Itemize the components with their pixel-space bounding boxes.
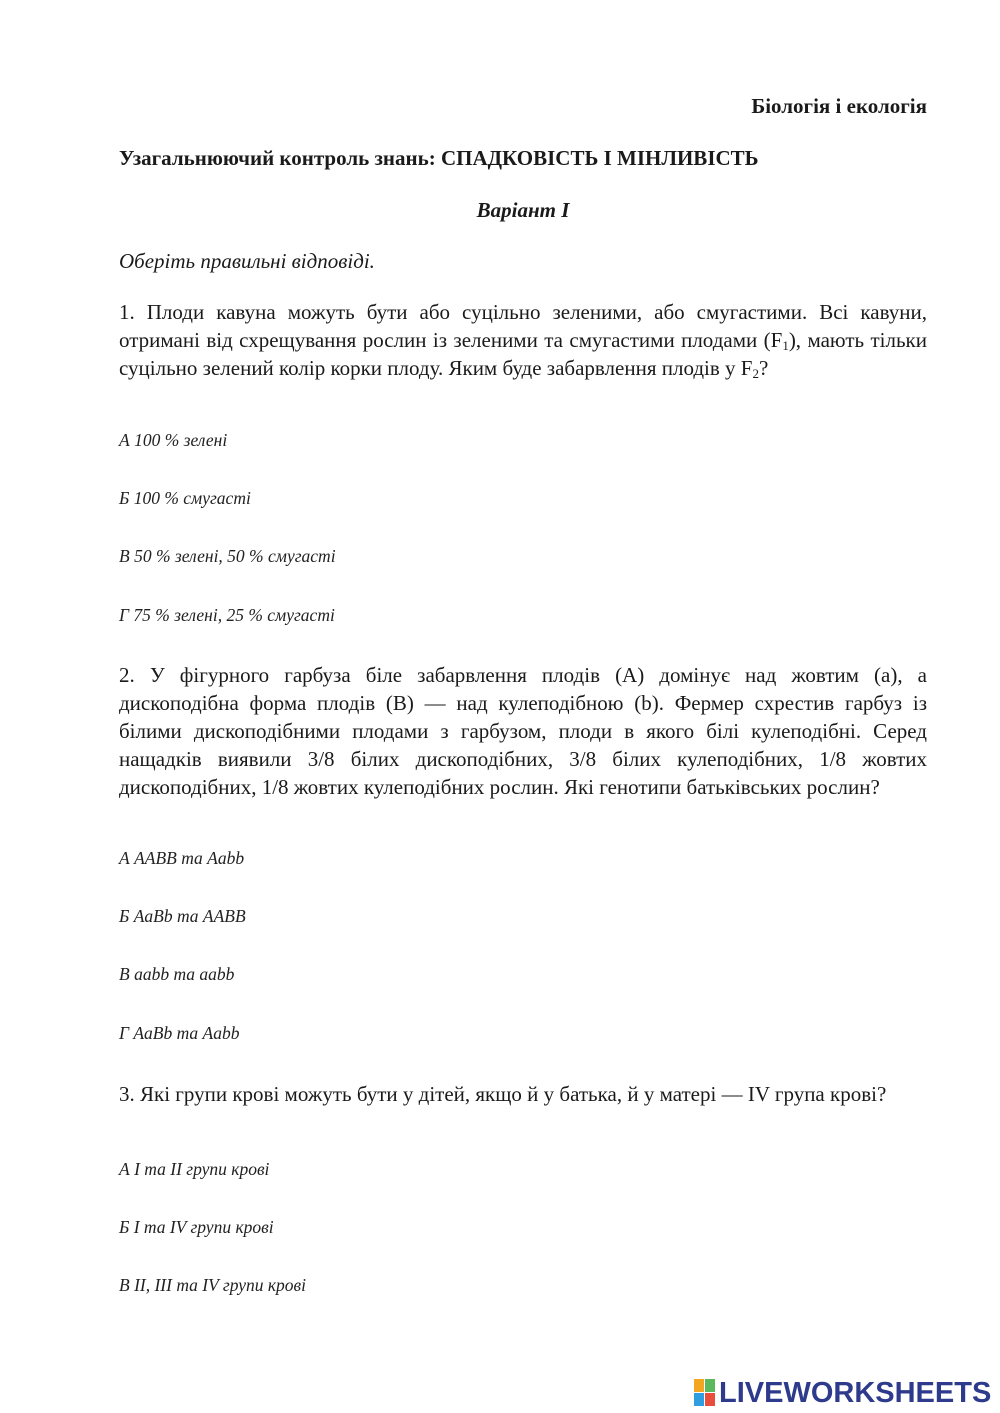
subject-heading: Біологія і екологія	[751, 94, 927, 118]
q2-option-d[interactable]: Г AaBb та Aabb	[119, 1023, 240, 1043]
q1-option-a[interactable]: А 100 % зелені	[119, 430, 228, 450]
question-1: 1. Плоди кавуна можуть бути або суцільно зеленими, або смугастими. Всі кавуни, отримані від схрещування рослин із зеленими та смугастими плодами $(F_1)$, мають тільки суцільно зелений колір корки плоду. Яким буде забарвлення плодів у $F_2$?	[119, 300, 927, 381]
logo-text: LIVEWORKSHEETS	[719, 1376, 992, 1409]
q1-option-c[interactable]: В 50 % зелені, 50 % смугасті	[119, 546, 336, 566]
q1-option-b[interactable]: Б 100 % смугасті	[119, 488, 251, 508]
q2-option-a[interactable]: А AABB та Aabb	[119, 848, 245, 868]
page-title: Узагальнюючий контроль знань: СПАДКОВІСТЬ І МІНЛИВІСТЬ	[119, 146, 759, 170]
question-2: 2. У фігурного гарбуза біле забарвлення плодів (A) домінує над жовтим (a), а дископодібна форма плодів (B) — над кулеподібною (b). Фермер схрестив гарбуз із білими дископодібними плодами з гарбузом, плоди в якого білі кулеподібні. Серед нащадків виявили 3/8 білих дископодібних, 3/8 білих кулеподібних, 1/8 жовтих дископодібних, 1/8 жовтих кулеподібних рослин. Які генотипи батьківських рослин?	[119, 663, 927, 799]
q2-option-c[interactable]: В aabb та aabb	[119, 964, 235, 984]
variant-heading: Варіант І	[476, 198, 570, 222]
q3-option-c[interactable]: В II, III та IV групи крові	[119, 1275, 307, 1295]
instruction-text: Оберіть правильні відповіді.	[119, 249, 375, 273]
liveworksheets-logo	[694, 1376, 991, 1410]
q1-option-d[interactable]: Г 75 % зелені, 25 % смугасті	[119, 605, 335, 625]
question-3: 3. Які групи крові можуть бути у дітей, якщо й у батька, й у матері — IV група крові?	[119, 1082, 887, 1106]
q2-option-b[interactable]: Б AaBb та AABB	[119, 906, 246, 926]
q3-option-b[interactable]: Б I та IV групи крові	[119, 1217, 274, 1237]
logo-mark-icon	[694, 1379, 716, 1407]
q3-option-a[interactable]: А I та II групи крові	[119, 1159, 270, 1179]
